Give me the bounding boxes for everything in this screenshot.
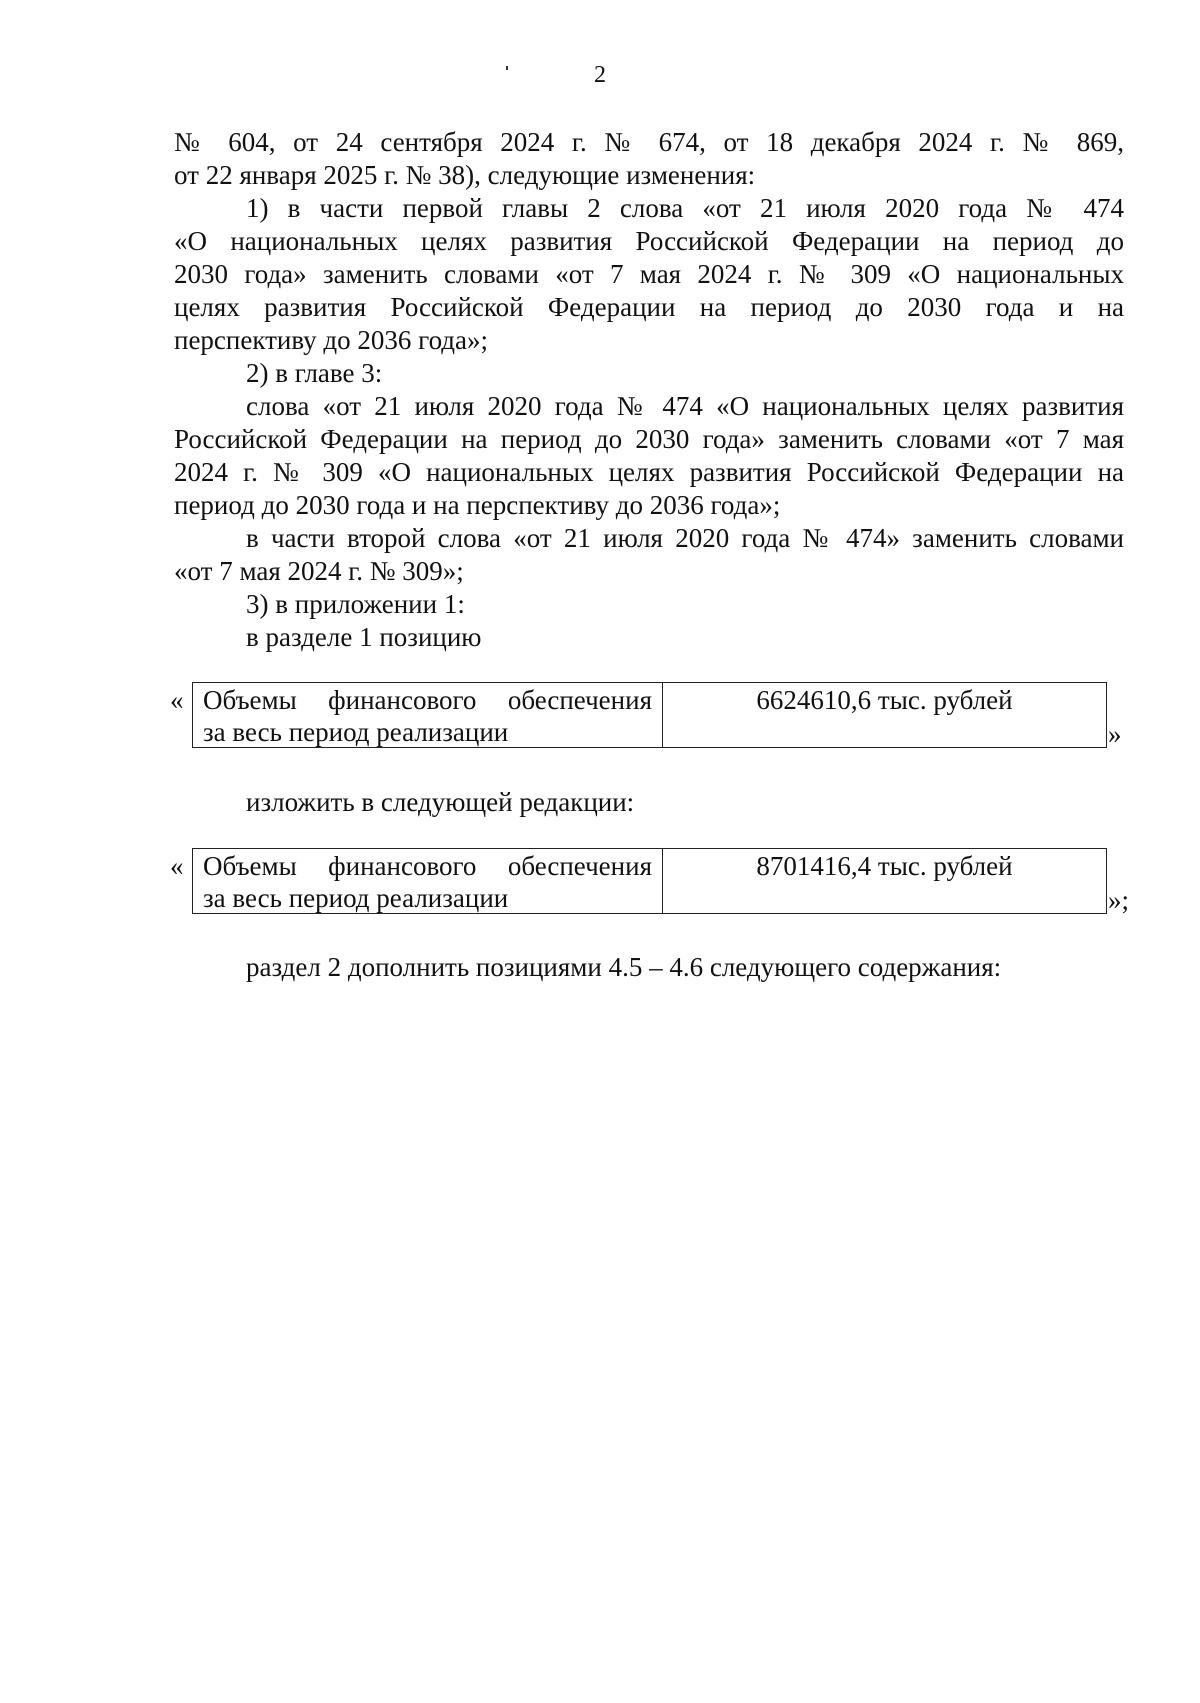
text-line: период до 2030 года и на перспективу до 2036 года»; — [174, 490, 781, 520]
paragraph-item-1 — [174, 192, 1124, 357]
text-line: перспективу до 2036 года»; — [174, 325, 489, 355]
position-label-line: Объемы финансового обеспечения — [203, 685, 652, 715]
position-value-cell: 6624610,6 тыс. рублей — [756, 685, 1013, 715]
open-quote: « — [170, 685, 184, 715]
replace-instruction: изложить в следующей редакции: — [246, 787, 635, 817]
section-2-instruction: раздел 2 дополнить позициями 4.5 – 4.6 следующего содержания: — [246, 952, 1002, 982]
position-label-cell — [193, 849, 663, 913]
open-quote: « — [170, 851, 184, 881]
text-line: 1) в части первой главы 2 слова «от 21 июля 2020 года № 474 — [246, 193, 1124, 223]
position-value-cell: 8701416,4 тыс. рублей — [756, 851, 1013, 881]
old-position-table — [192, 682, 1107, 748]
paragraph-chapter-3-words — [174, 390, 1124, 522]
text-line: 2030 года» заменить словами «от 7 мая 2024 г. № 309 «О национальных — [174, 259, 1124, 289]
text-line: Российской Федерации на период до 2030 года» заменить словами «от 7 мая — [174, 424, 1124, 454]
paragraph-section-1 — [174, 621, 1124, 654]
paragraph-item-2 — [174, 357, 1124, 390]
text-line: № 604, от 24 сентября 2024 г. № 674, от 18 декабря 2024 г. № 869, — [174, 127, 1124, 157]
paragraph-item-3 — [174, 588, 1124, 621]
text-line: от 22 января 2025 г. № 38), следующие изменения: — [174, 160, 756, 190]
document-body — [174, 126, 1124, 654]
text-line: в части второй слова «от 21 июля 2020 года № 474» заменить словами — [246, 523, 1124, 553]
text-line: 2024 г. № 309 «О национальных целях развития Российской Федерации на — [174, 457, 1124, 487]
close-quote: » — [1108, 719, 1122, 749]
text-line: в разделе 1 позицию — [246, 622, 482, 652]
text-line: «О национальных целях развития Российской Федерации на период до — [174, 226, 1124, 256]
position-label-line: за весь период реализации — [203, 717, 509, 747]
position-label-cell — [193, 683, 663, 747]
page-number: 2 — [594, 62, 606, 88]
text-line: 3) в приложении 1: — [246, 589, 465, 619]
paragraph-part-two — [174, 522, 1124, 588]
paragraph-intro — [174, 126, 1124, 192]
text-line: слова «от 21 июля 2020 года № 474 «О национальных целях развития — [246, 391, 1124, 421]
text-line: 2) в главе 3: — [246, 358, 383, 388]
text-line: целях развития Российской Федерации на период до 2030 года и на — [174, 292, 1124, 322]
new-position-table — [192, 848, 1107, 914]
position-label-line: Объемы финансового обеспечения — [203, 851, 652, 881]
close-quote: »; — [1108, 885, 1130, 915]
position-label-line: за весь период реализации — [203, 883, 509, 913]
text-line: «от 7 мая 2024 г. № 309»; — [174, 556, 464, 586]
